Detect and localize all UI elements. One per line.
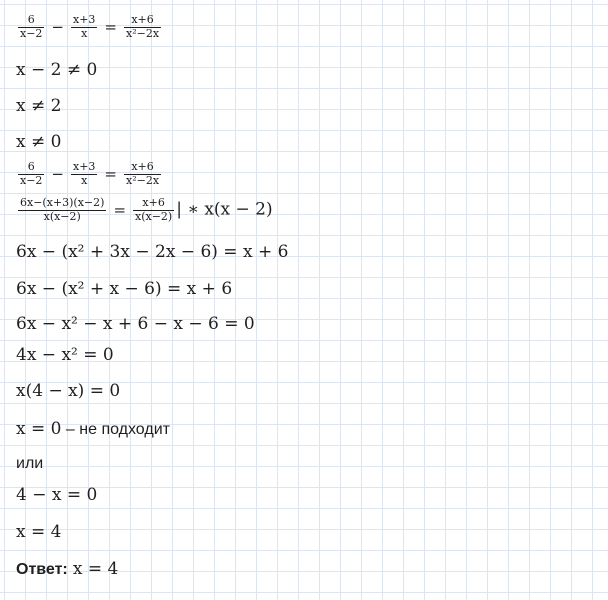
numerator: x+3 (73, 13, 96, 26)
answer-value: x = 4 (72, 559, 119, 579)
equation-original-2: $\frac{6}{x-2}$ − $\frac{x+3}{x}$ = $\frac{x+6}{\text{x²−2x}}$ (20, 160, 160, 187)
denominator: x (71, 174, 97, 188)
numerator: 6x−(x+3)(x−2) (20, 196, 105, 209)
equation-original-1: $\frac{6}{x-2}$ − $\frac{x+3}{x}$ = $\frac{x+6}{\text{x²−2x}}$ (20, 13, 160, 40)
root-2: x = 4 (16, 522, 62, 542)
step-collect: 4x − x² = 0 (16, 345, 114, 365)
condition-2: x ≠ 2 (16, 96, 62, 116)
denominator: x(x−2) (135, 209, 173, 223)
numerator: x+6 (131, 160, 154, 173)
fraction (71, 161, 97, 187)
step-open-brackets: 6x − x² − x + 6 − x − 6 = 0 (16, 314, 255, 334)
fraction (71, 14, 97, 40)
step-second-factor: 4 − x = 0 (16, 485, 98, 505)
root-1-note: – не подходит (61, 421, 170, 438)
numerator: x+3 (73, 160, 96, 173)
answer-label: Ответ: (16, 561, 68, 578)
denominator: x²−2x (126, 173, 160, 187)
answer-row (16, 561, 118, 578)
or-label: или (16, 455, 44, 472)
numerator: x+6 (131, 13, 154, 26)
step-factor: x(4 − x) = 0 (16, 381, 121, 401)
fraction (18, 161, 44, 187)
numerator: 6 (27, 160, 35, 173)
root-1: x = 0 (16, 419, 62, 439)
root-1-row (16, 421, 170, 438)
fraction (124, 14, 161, 40)
condition-1: x − 2 ≠ 0 (16, 60, 98, 80)
denominator: x−2 (20, 26, 43, 40)
multiply-note: | ∗ x(x − 2) (176, 199, 273, 220)
numerator: x+6 (142, 196, 165, 209)
step-expand: 6x − (x² + 3x − 2x − 6) = x + 6 (16, 242, 289, 262)
equation-common-denominator: $\frac{6x-(x+3)(x-2)}{x(x-2)}$ = $\frac{x+6}{x(x-2)}$ | ∗ x(x − 2) (20, 196, 273, 223)
denominator: x−2 (20, 173, 43, 187)
numerator: 6 (27, 13, 35, 26)
fraction (18, 14, 44, 40)
denominator: x²−2x (126, 26, 160, 40)
fraction (124, 161, 161, 187)
step-simplify: 6x − (x² + x − 6) = x + 6 (16, 279, 233, 299)
condition-3: x ≠ 0 (16, 132, 62, 152)
fraction (18, 197, 106, 223)
denominator: x(x−2) (18, 210, 106, 224)
fraction (133, 197, 174, 223)
denominator: x (71, 27, 97, 41)
